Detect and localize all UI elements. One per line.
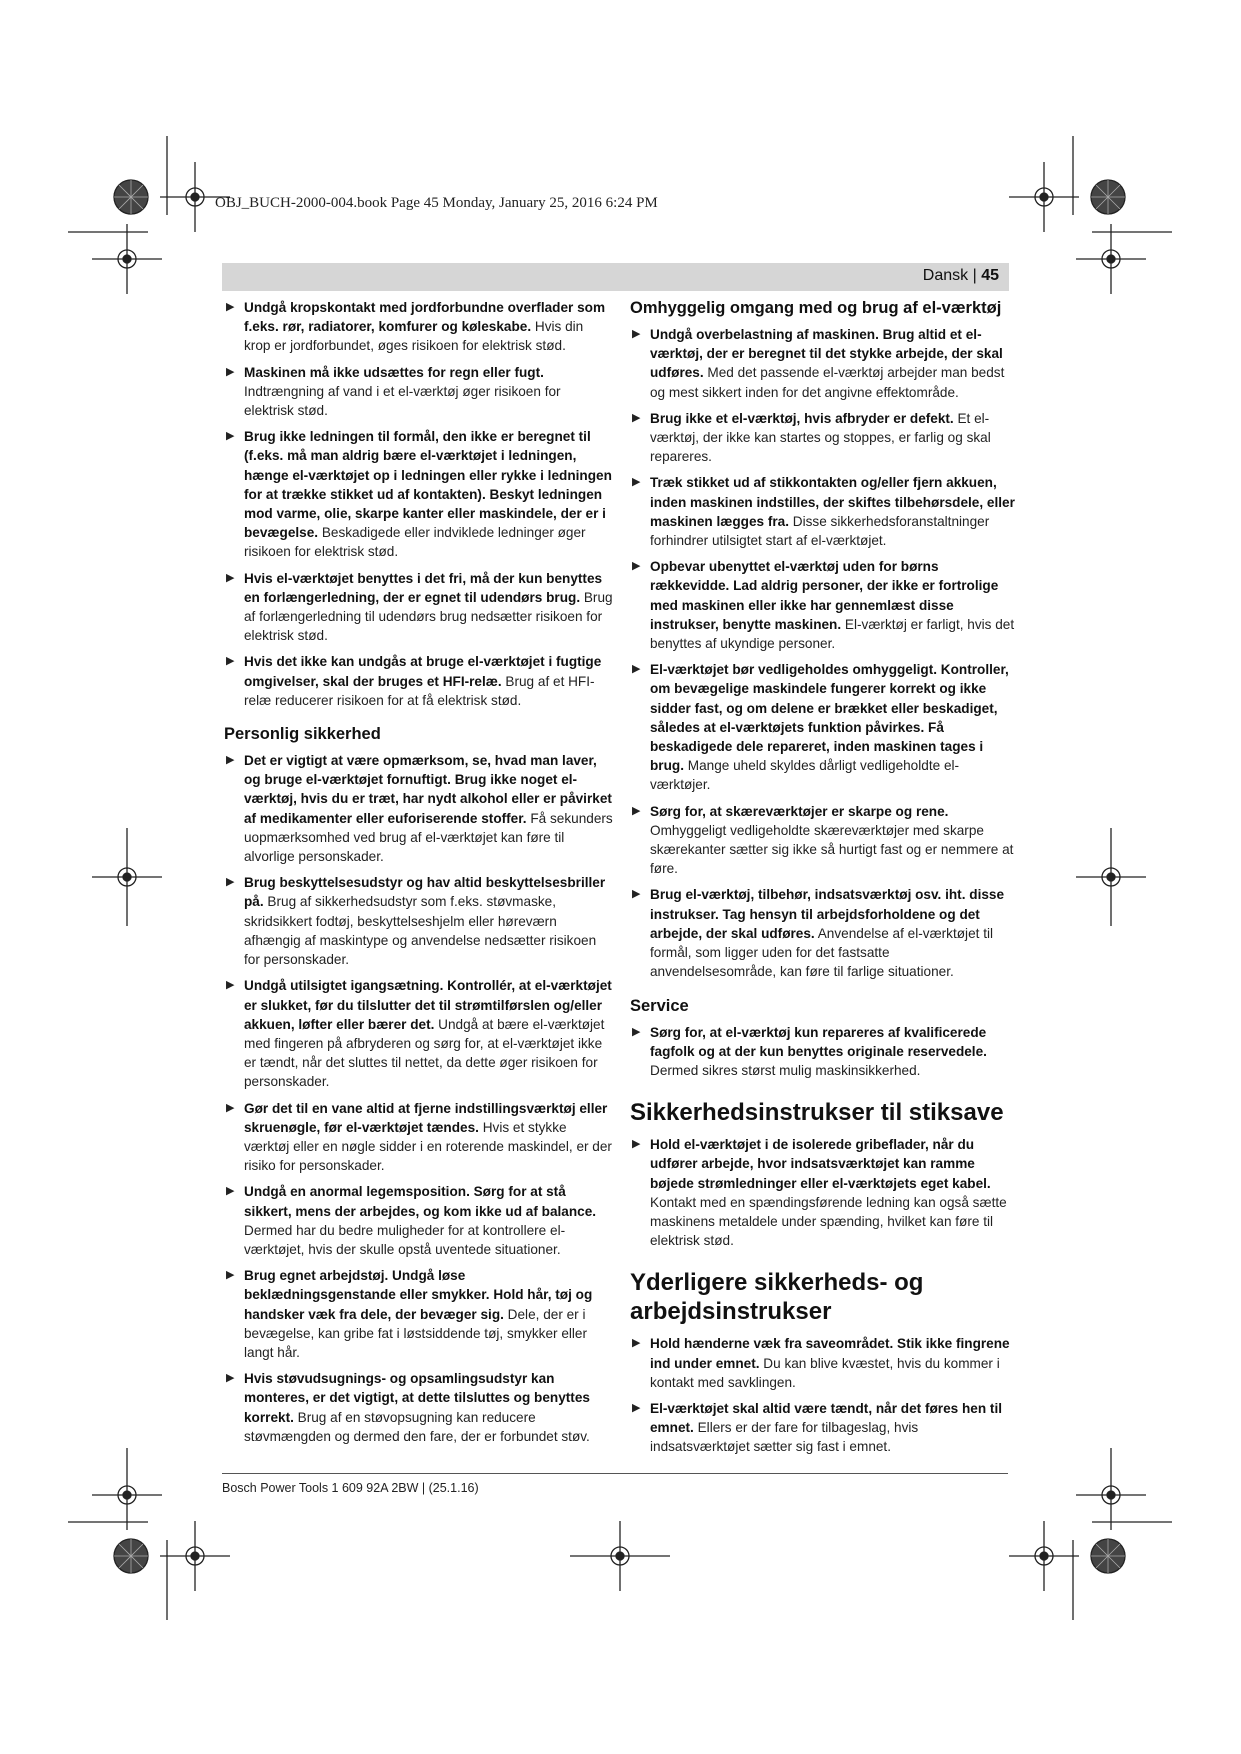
safety-item-explanation: Dermed sikres størst mulig maskinsikkerhed. xyxy=(650,1062,921,1078)
safety-item-instruction: Hvis el-værktøjet benyttes i det fri, må der kun benyttes en forlængerledning, der er egnet til udendørs brug. xyxy=(244,570,603,605)
crosshair-mark-right-lower xyxy=(1076,1448,1172,1530)
color-wheel-mark-bottom-right xyxy=(1091,1539,1125,1573)
safety-item-explanation: Hvis et stykke værktøj eller en nøgle sidder i en roterende maskindel, er der risiko for personskader. xyxy=(244,1119,612,1174)
safety-item xyxy=(630,1334,1018,1392)
section-heading-service: Service xyxy=(630,996,689,1015)
safety-item xyxy=(224,298,613,356)
safety-item-explanation: Beskadigede eller indviklede ledninger øger risikoen for elektrisk stød. xyxy=(244,525,586,560)
footer-rule xyxy=(222,1473,1008,1474)
safety-item-instruction: Undgå kropskontakt med jordforbundne overflader som f.eks. rør, radiatorer, komfurer og køleskabe. xyxy=(244,300,606,335)
safety-item-explanation: Med det passende el-værktøj arbejder man bedst og mest sikkert inden for det angivne effektområde. xyxy=(650,365,1005,400)
safety-item-instruction: Undgå en anormal legemsposition. Sørg for at stå sikkert, mens der arbejdes, og kom ikke ud af balance. xyxy=(244,1184,597,1219)
safety-item xyxy=(630,885,1018,981)
safety-item-instruction: Brug ikke et el-værktøj, hvis afbryder er defekt. xyxy=(650,410,954,426)
bullet-triangle-icon: ▶ xyxy=(632,888,641,901)
page-header-bar xyxy=(222,263,1009,291)
bullet-triangle-icon: ▶ xyxy=(226,979,235,992)
color-wheel-mark-bottom-left xyxy=(114,1539,148,1573)
safety-item-instruction: Gør det til en vane altid at fjerne indstillingsværktøj eller skruenøgle, før el-værktøjet tændes. xyxy=(244,1100,608,1135)
safety-item-instruction: Sørg for, at el-værktøj kun repareres af kvalificerede fagfolk og at der kun benyttes originale reservedele. xyxy=(650,1024,987,1059)
safety-item-instruction: Opbevar ubenyttet el-værktøj uden for børns rækkevidde. Lad aldrig personer, der ikke er fortrolige med maskinen eller ikke har gennemlæst disse instrukser, benytte maskinen. xyxy=(650,559,999,632)
safety-item-explanation: Anvendelse af el-værktøjet til formål, som ligger uden for det fastsatte anvendelsesområde, kan føre til farlige situationer. xyxy=(650,925,994,980)
left-column xyxy=(224,298,613,1453)
safety-item-explanation: Ellers er der fare for tilbageslag, hvis indsatsværktøjet sætter sig fast i emnet. xyxy=(650,1420,919,1455)
header-separator: | xyxy=(972,267,977,284)
safety-item xyxy=(630,660,1018,794)
safety-item-explanation: Dele, der er i bevægelse, kan gribe fat i løstsiddende tøj, smykker eller langt hår. xyxy=(244,1306,588,1360)
bullet-triangle-icon: ▶ xyxy=(226,1372,235,1385)
safety-item-explanation: Du kan blive kvæstet, hvis du kommer i kontakt med savklingen. xyxy=(650,1355,1000,1390)
safety-list xyxy=(630,325,1018,982)
safety-item-instruction: Brug ikke ledningen til formål, den ikke er beregnet til (f.eks. må man aldrig bære el-værktøjet i ledningen, hænge el-værktøjet op i ledningen eller rykke i ledningen for at trække stikket ud af kontakten). Beskyt ledningen mod varme, olie, skarpe kanter eller maskindele, der er i bevægelse. xyxy=(244,429,612,541)
safety-item-instruction: Hvis det ikke kan undgås at bruge el-værktøjet i fugtige omgivelser, skal der bruges et HFI-relæ. xyxy=(244,654,602,689)
safety-item-instruction: Brug el-værktøj, tilbehør, indsatsværktøj osv. iht. disse instrukser. Tag hensyn til arbejdsforholdene og det arbejde, der skal udføres. xyxy=(650,887,1005,941)
bullet-triangle-icon: ▶ xyxy=(632,804,641,817)
safety-item-explanation: Brug af et HFI-relæ reducerer risikoen for at få elektrisk stød. xyxy=(244,673,595,708)
bullet-triangle-icon: ▶ xyxy=(632,1401,641,1414)
bullet-triangle-icon: ▶ xyxy=(226,655,235,668)
safety-list xyxy=(630,1023,1018,1081)
safety-item xyxy=(224,976,613,1091)
safety-item-explanation: Undgå at bære el-værktøjet med fingeren på afbryderen og sørg for, at el-værktøjet ikke er tændt, når det sluttes til nettet, da dette øger risikoen for personskader. xyxy=(244,1016,605,1090)
safety-item-explanation: El-værktøj er farligt, hvis det benyttes af ukyndige personer. xyxy=(650,616,1015,652)
safety-item xyxy=(224,569,613,646)
section-heading-personal-safety: Personlig sikkerhed xyxy=(224,725,381,744)
safety-item-explanation: Mange uheld skyldes dårligt vedligeholdte el-værktøjer. xyxy=(650,758,960,793)
book-info-slug: OBJ_BUCH-2000-004.book Page 45 Monday, January 25, 2016 6:24 PM xyxy=(215,195,658,211)
safety-item-explanation: Hvis din krop er jordforbundet, øges risikoen for elektrisk stød. xyxy=(244,319,584,354)
safety-item xyxy=(224,1369,613,1446)
bullet-triangle-icon: ▶ xyxy=(632,663,641,676)
crosshair-mark-right-middle xyxy=(1076,828,1146,926)
bullet-triangle-icon: ▶ xyxy=(632,1025,641,1038)
crosshair-mark-top-right xyxy=(1009,136,1079,232)
bullet-triangle-icon: ▶ xyxy=(226,754,235,767)
color-wheel-mark-top-right xyxy=(1091,180,1125,214)
right-column xyxy=(630,298,1018,1464)
safety-item xyxy=(224,427,613,561)
heading-additional-safety: Yderligere sikkerheds- og arbejdsinstrukser xyxy=(630,1269,924,1326)
bullet-triangle-icon: ▶ xyxy=(632,476,641,489)
safety-item-explanation: Brug af sikkerhedsudstyr som f.eks. støvmaske, skridsikkert fodtøj, beskyttelseshjelm eller høreværn afhængig af maskintype og anvendelse nedsætter risikoen for personskader. xyxy=(244,894,597,968)
crosshair-mark-left-middle xyxy=(92,828,162,926)
safety-item xyxy=(630,473,1018,550)
safety-item xyxy=(224,652,613,710)
bullet-triangle-icon: ▶ xyxy=(632,411,641,424)
bullet-triangle-icon: ▶ xyxy=(632,560,641,573)
section-heading-tool-handling: Omhyggelig omgang med og brug af el-værktøj xyxy=(630,299,1002,317)
safety-item-instruction: Det er vigtigt at være opmærksom, se, hvad man laver, og bruge el-værktøjet fornuftigt. Brug ikke noget el-værktøj, hvis du er træt, har nydt alkohol eller er påvirket af medikamenter eller euforiserende stoffer. xyxy=(244,753,612,826)
bullet-triangle-icon: ▶ xyxy=(226,430,235,443)
safety-item xyxy=(630,325,1018,402)
safety-item-instruction: Træk stikket ud af stikkontakten og/eller fjern akkuen, inden maskinen indstilles, der skiftes tilbehørsdele, eller maskinen lægges fra. xyxy=(650,475,1015,529)
safety-item-instruction: Hvis støvudsugnings- og opsamlingsudstyr kan monteres, er det vigtigt, at dette tilsluttes og benyttes korrekt. xyxy=(244,1371,590,1425)
safety-item xyxy=(630,1399,1018,1457)
safety-item-explanation: Brug af forlængerledning til udendørs brug nedsætter risikoen for elektrisk stød. xyxy=(244,589,613,644)
header-language: Dansk xyxy=(922,267,969,284)
safety-item xyxy=(224,363,613,421)
safety-item xyxy=(630,409,1018,467)
safety-item-instruction: Brug egnet arbejdstøj. Undgå løse beklædningsgenstande eller smykker. Hold hår, tøj og handsker væk fra dele, der bevæger sig. xyxy=(244,1268,593,1322)
heading-jigsaw-safety: Sikkerhedsinstrukser til stiksave xyxy=(630,1099,1004,1127)
safety-item-instruction: Hold hænderne væk fra saveområdet. Stik ikke fingrene ind under emnet. xyxy=(650,1336,1010,1371)
safety-item xyxy=(224,1099,613,1176)
safety-item-explanation: Få sekunders uopmærksomhed ved brug af el-værktøjet kan føre til alvorlige personskader. xyxy=(244,810,613,865)
safety-item-explanation: Et el-værktøj, der ikke kan startes og stoppes, er farlig og skal repareres. xyxy=(650,410,991,465)
crosshair-mark-left-upper xyxy=(68,224,162,294)
safety-item xyxy=(630,557,1018,653)
color-wheel-mark-top-left xyxy=(114,180,148,214)
safety-item xyxy=(630,1023,1018,1081)
safety-list xyxy=(630,1334,1018,1456)
safety-list xyxy=(224,751,613,1446)
safety-item-instruction: Undgå overbelastning af maskinen. Brug altid et el-værktøj, der er beregnet til det stykke arbejde, der skal udføres. xyxy=(650,327,1003,381)
page-header xyxy=(923,267,999,285)
footer-text: Bosch Power Tools 1 609 92A 2BW | (25.1.16) xyxy=(222,1481,479,1495)
bullet-triangle-icon: ▶ xyxy=(226,1185,235,1198)
safety-item-explanation: Omhyggeligt vedligeholdte skæreværktøjer med skarpe skærekanter sætter sig ikke så hurtigt fast og er nemmere at føre. xyxy=(650,822,1014,877)
safety-item xyxy=(224,1266,613,1362)
crosshair-mark-right-upper xyxy=(1076,224,1172,294)
bullet-triangle-icon: ▶ xyxy=(632,1138,641,1151)
safety-item-explanation: Kontakt med en spændingsførende ledning kan også sætte maskinens metaldele under spænding, hvilket kan føre til elektrisk stød. xyxy=(650,1194,1007,1249)
bullet-triangle-icon: ▶ xyxy=(226,1101,235,1114)
bullet-triangle-icon: ▶ xyxy=(226,876,235,889)
crosshair-mark-bottom-left xyxy=(160,1521,230,1620)
bullet-triangle-icon: ▶ xyxy=(632,328,641,340)
bullet-triangle-icon: ▶ xyxy=(226,571,235,584)
safety-item-instruction: El-værktøjet bør vedligeholdes omhyggeligt. Kontroller, om bevægelige maskindele fungerer korrekt og ikke sidder fast, og om delene er brækket eller beskadiget, således at el-værktøjets funktion påvirkes. Få beskadigede dele repareret, inden maskinen tages i brug. xyxy=(650,662,1009,774)
crosshair-mark-top-left xyxy=(160,136,230,232)
safety-item xyxy=(224,1182,613,1259)
safety-item-instruction: Maskinen må ikke udsættes for regn eller fugt. xyxy=(244,364,544,380)
safety-item-instruction: Sørg for, at skæreværktøjer er skarpe og rene. xyxy=(650,803,949,819)
safety-item-instruction: Undgå utilsigtet igangsætning. Kontrollér, at el-værktøjet er slukket, før du tilslutter det til strømtilførslen og/eller akkuen, løfter eller bærer det. xyxy=(244,978,612,1032)
bullet-triangle-icon: ▶ xyxy=(226,301,235,313)
safety-item xyxy=(630,1135,1018,1250)
safety-item-instruction: Hold el-værktøjet i de isolerede gribeflader, når du udfører arbejde, hvor indsatsværktøjet kan ramme bøjede strømledninger eller el-værktøjets eget kabel. xyxy=(650,1137,991,1191)
crosshair-mark-left-lower xyxy=(68,1448,162,1530)
bullet-triangle-icon: ▶ xyxy=(226,1269,235,1282)
safety-item-explanation: Dermed har du bedre muligheder for at kontrollere el-værktøjet, hvis der skulle opstå uventede situationer. xyxy=(244,1222,566,1257)
safety-item xyxy=(630,802,1018,879)
crosshair-mark-bottom-center xyxy=(570,1521,670,1591)
safety-item xyxy=(224,751,613,866)
bullet-triangle-icon: ▶ xyxy=(226,365,235,378)
safety-item xyxy=(224,873,613,969)
safety-list xyxy=(630,1135,1018,1250)
safety-item-explanation: Disse sikkerhedsforanstaltninger forhindrer utilsigtet start af el-værktøjet. xyxy=(650,513,990,549)
page-number: 45 xyxy=(981,267,999,284)
safety-item-instruction: Brug beskyttelsesudstyr og hav altid beskyttelsesbriller på. xyxy=(244,875,606,910)
bullet-triangle-icon: ▶ xyxy=(632,1337,641,1350)
crosshair-mark-bottom-right xyxy=(1009,1521,1079,1620)
safety-item-explanation: Brug af en støvopsugning kan reducere støvmængden og dermed den fare, der er forbundet støv. xyxy=(244,1409,590,1444)
safety-item-explanation: Indtrængning af vand i et el-værktøj øger risikoen for elektrisk stød. xyxy=(244,383,561,419)
safety-list xyxy=(224,298,613,710)
safety-item-instruction: El-værktøjet skal altid være tændt, når det føres hen til emnet. xyxy=(650,1400,1003,1436)
